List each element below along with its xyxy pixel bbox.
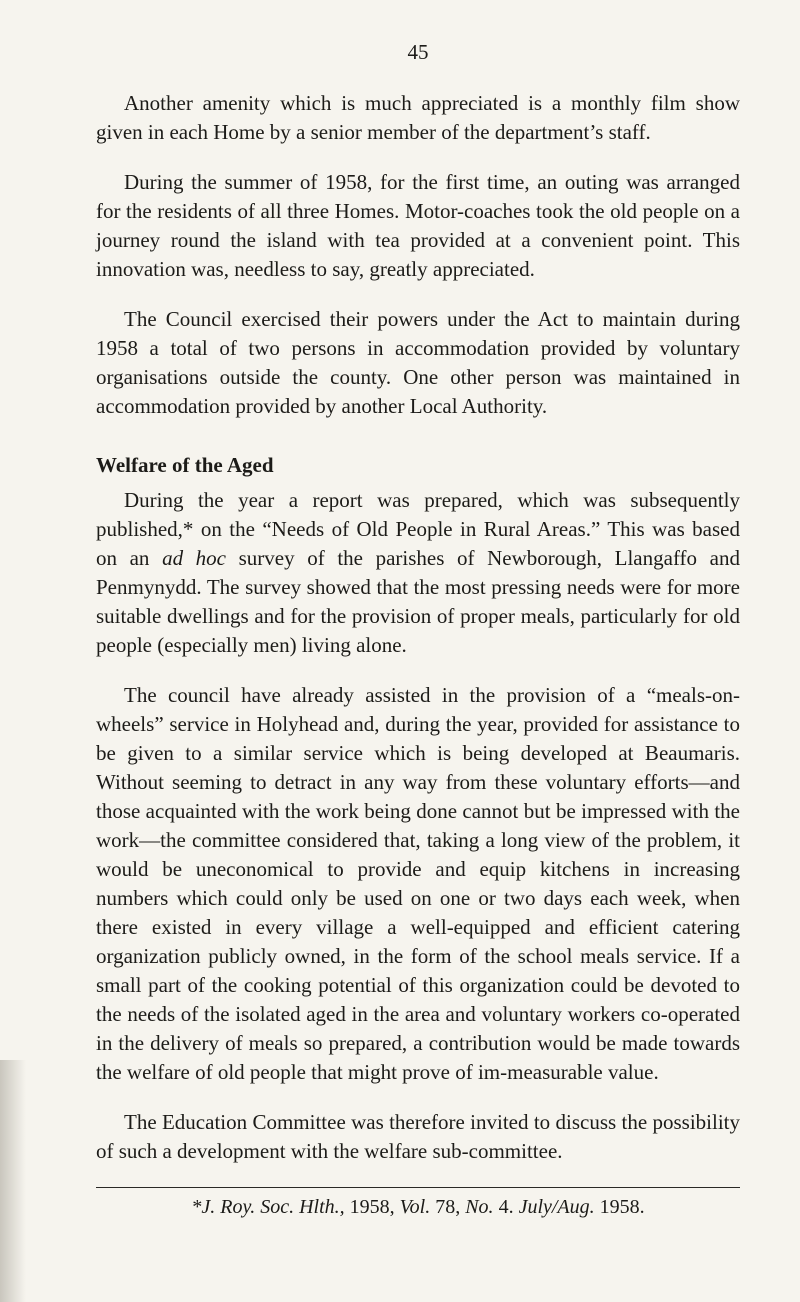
footnote-year: 1958, <box>344 1196 400 1218</box>
paragraph-summer-outing: During the summer of 1958, for the first time, an outing was arranged for the residents of all three Homes. Motor-coaches took the old people on a journey round the island with tea provided at a convenient point. This innovation was, needless to say, greatly appreciated. <box>96 170 740 281</box>
footnote-vol-number: 78, <box>430 1196 466 1218</box>
footnote-no-number: 4. <box>493 1196 519 1218</box>
paragraph-film-show: Another amenity which is much appreciated is a monthly film show given in each Home by a senior member of the department’s staff. <box>96 91 740 144</box>
paragraph-report <box>96 486 740 660</box>
report-text-italic: ad hoc <box>162 546 226 570</box>
report-text-start: During the year a report was prepared, which was subsequently published,* on the “Needs of Old People in Rural Areas.” This was based on an <box>96 488 740 570</box>
footnote-issue-year: 1958. <box>594 1196 645 1218</box>
footnote-vol-label: Vol. <box>399 1196 431 1218</box>
paragraph-accommodation: The Council exercised their powers under the Act to maintain during 1958 a total of two persons in accommodation provided by voluntary organisations outside the county. One other person was maintained in accommodation provided by another Local Authority. <box>96 307 740 418</box>
footnote <box>96 1194 740 1220</box>
footnote-divider <box>96 1187 740 1188</box>
report-text-end: survey of the parishes of Newborough, Llangaffo and Penmynydd. The survey showed that the most pressing needs were for more suitable dwellings and for the provision of proper meals, particularly for old people (especially men) living alone. <box>96 546 740 657</box>
paragraph-meals-on-wheels: The council have already assisted in the provision of a “meals-on-wheels” service in Holyhead and, during the year, provided for assistance to be given to a similar service which is being developed at Beaumaris. Without seeming to detract in any way from these voluntary efforts—and those acquainted with the work being done cannot but be impressed with the work—the committee considered that, taking a long view of the problem, it would be uneconomical to provide and equip kitchens in increasing numbers which could only be used on one or two days each week, when there existed in every village a well-equipped and efficient catering organization publicly owned, in the form of the school meals service. If a small part of the cooking potential of this organization could be devoted to the needs of the isolated aged in the area and voluntary workers co-operated in the delivery of meals so prepared, a contribution would be made towards the welfare of old people that might prove of im-measurable value. <box>96 683 740 1084</box>
binding-shadow <box>0 1060 26 1302</box>
footnote-no-label: No. <box>465 1196 494 1218</box>
paragraph-education-committee: The Education Committee was therefore invited to discuss the possibility of such a development with the welfare sub-committee. <box>96 1110 740 1163</box>
footnote-journal: *J. Roy. Soc. Hlth., <box>191 1196 345 1218</box>
footnote-issue: July/Aug. <box>518 1196 595 1218</box>
section-heading: Welfare of the Aged <box>96 453 274 477</box>
page-number: 45 <box>407 40 429 64</box>
